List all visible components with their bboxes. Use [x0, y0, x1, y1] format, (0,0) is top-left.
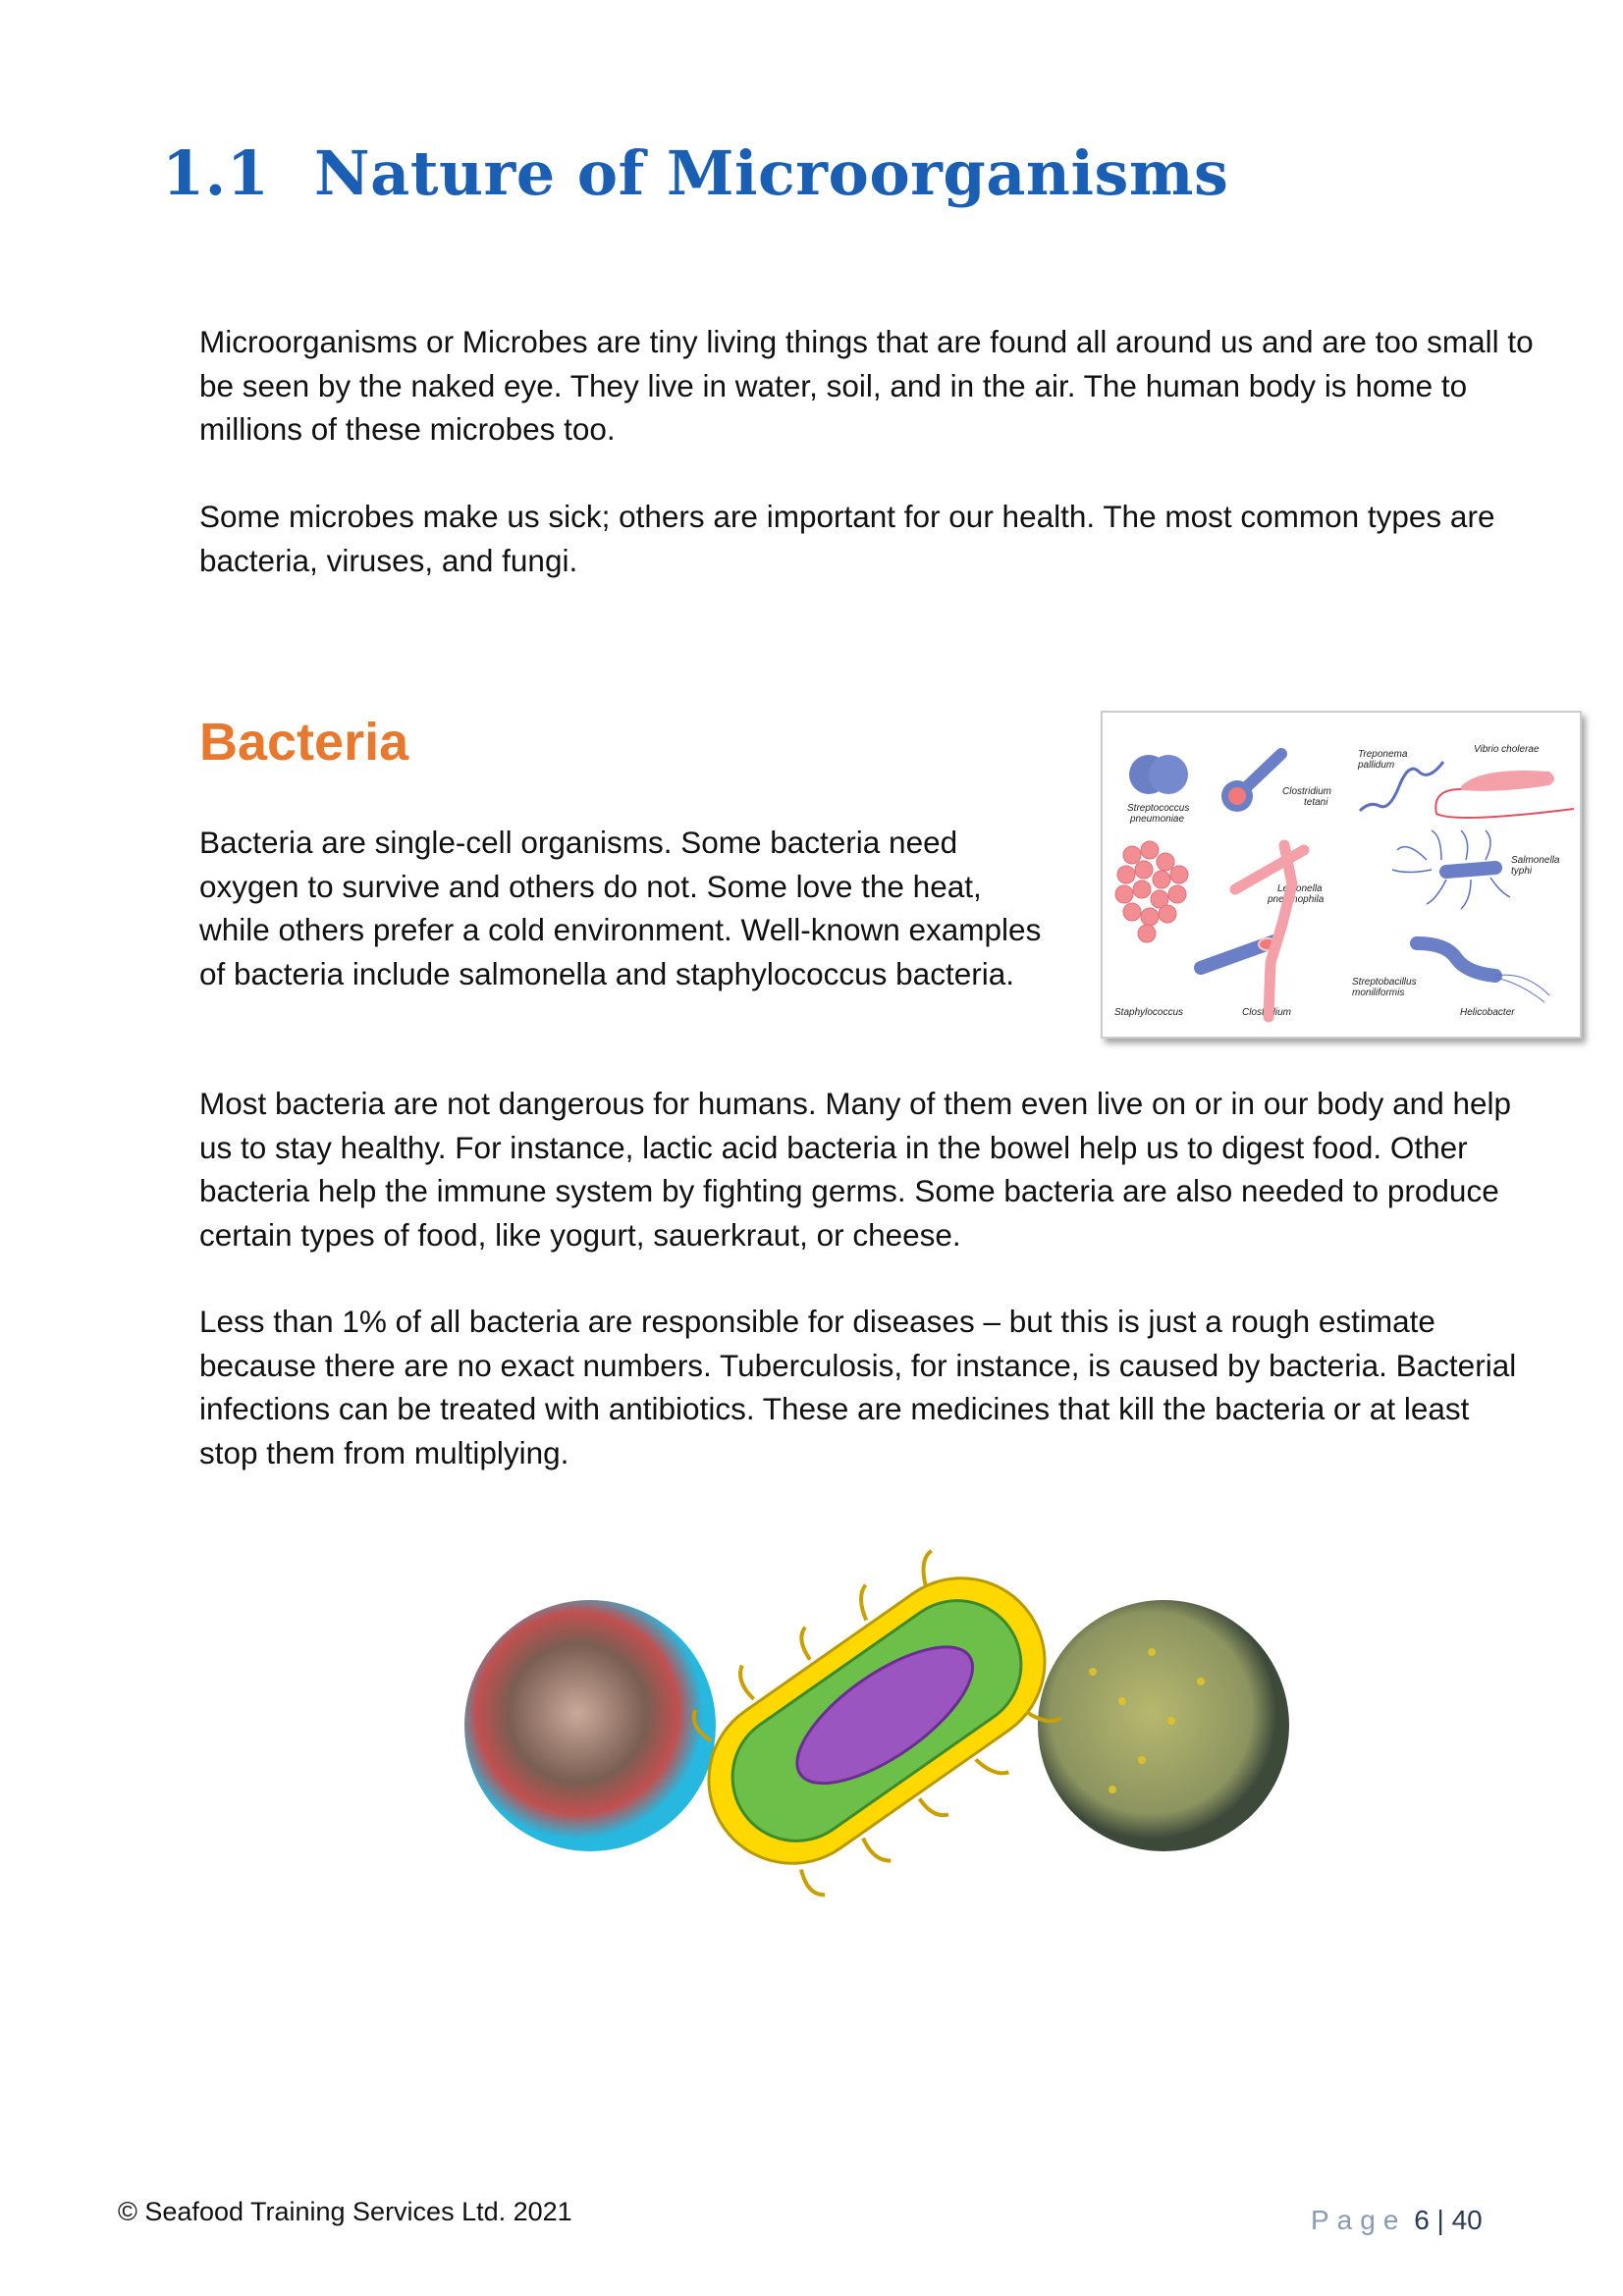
svg-text:Legionella: Legionella: [1277, 883, 1323, 894]
svg-text:Clostridium: Clostridium: [1282, 786, 1332, 797]
page-number: [1311, 2205, 1483, 2236]
intro-paragraph-1: Microorganisms or Microbes are tiny living things that are found all around us and are too small to be seen by the naked eye. They live in water, soil, and in the air. The human body is home to millions of these microbes too.: [199, 324, 1534, 447]
page-title: [162, 137, 1228, 209]
svg-text:Helicobacter: Helicobacter: [1460, 1007, 1515, 1018]
page-total: 40: [1451, 2205, 1483, 2235]
svg-text:Streptobacillus: Streptobacillus: [1352, 977, 1417, 988]
section-number: 1.1: [162, 137, 270, 209]
petri-dish-photo: [1038, 1600, 1289, 1851]
page-label: Page: [1311, 2205, 1407, 2235]
infected-fish-photo: [464, 1600, 716, 1851]
svg-text:Vibrio cholerae: Vibrio cholerae: [1474, 744, 1540, 755]
svg-text:pneumoniae: pneumoniae: [1130, 814, 1185, 825]
svg-text:tetani: tetani: [1304, 797, 1328, 808]
svg-text:Salmonella: Salmonella: [1511, 855, 1560, 866]
bacteria-paragraph-2: Most bacteria are not dangerous for humans. Many of them even live on or in our body and help us to stay healthy. For instance, lactic acid bacteria in the bowel help us to digest food. Other bacteria help the immune system by fighting germs. Some bacteria are also needed to produce certain types of food, like yogurt, sauerkraut, or cheese.: [199, 1086, 1512, 1253]
bacteria-types-diagram: [1101, 711, 1582, 1039]
svg-text:Streptococcus: Streptococcus: [1127, 803, 1190, 814]
intro-paragraph-2: Some microbes make us sick; others are important for our health. The most common types are bacteria, viruses, and fungi.: [199, 499, 1495, 578]
bacteria-paragraph-1: Bacteria are single-cell organisms. Some bacteria need oxygen to survive and others do not. Some love the heat, while others prefer a cold environment. Well-known examples of bacteria include salmonella and staphylococcus bacteria.: [199, 825, 1042, 991]
svg-text:Staphylococcus: Staphylococcus: [1114, 1007, 1184, 1018]
bacteria-illustration-collage: [464, 1534, 1289, 1903]
svg-text:moniliformis: moniliformis: [1352, 988, 1405, 998]
svg-text:pallidum: pallidum: [1358, 760, 1395, 771]
section-title: Nature of Microorganisms: [314, 137, 1229, 209]
bacteria-heading: Bacteria: [199, 713, 409, 772]
page-separator: |: [1436, 2205, 1444, 2235]
copyright-footer: © Seafood Training Services Ltd. 2021: [118, 2197, 572, 2226]
bacterium-cell-illustration: [654, 1534, 1101, 1903]
svg-text:Treponema: Treponema: [1358, 749, 1408, 760]
svg-text:typhi: typhi: [1511, 866, 1533, 877]
page-current: 6: [1414, 2205, 1430, 2235]
svg-text:pneumophila: pneumophila: [1268, 894, 1325, 905]
svg-text:Clostridium: Clostridium: [1242, 1007, 1292, 1018]
bacteria-paragraph-3: Less than 1% of all bacteria are responsible for diseases – but this is just a rough estimate because there are no exact numbers. Tuberculosis, for instance, is caused by bacteria. Bacterial infections can be treated with antibiotics. These are medicines that kill the bacteria or at least stop them from multiplying.: [199, 1304, 1517, 1470]
